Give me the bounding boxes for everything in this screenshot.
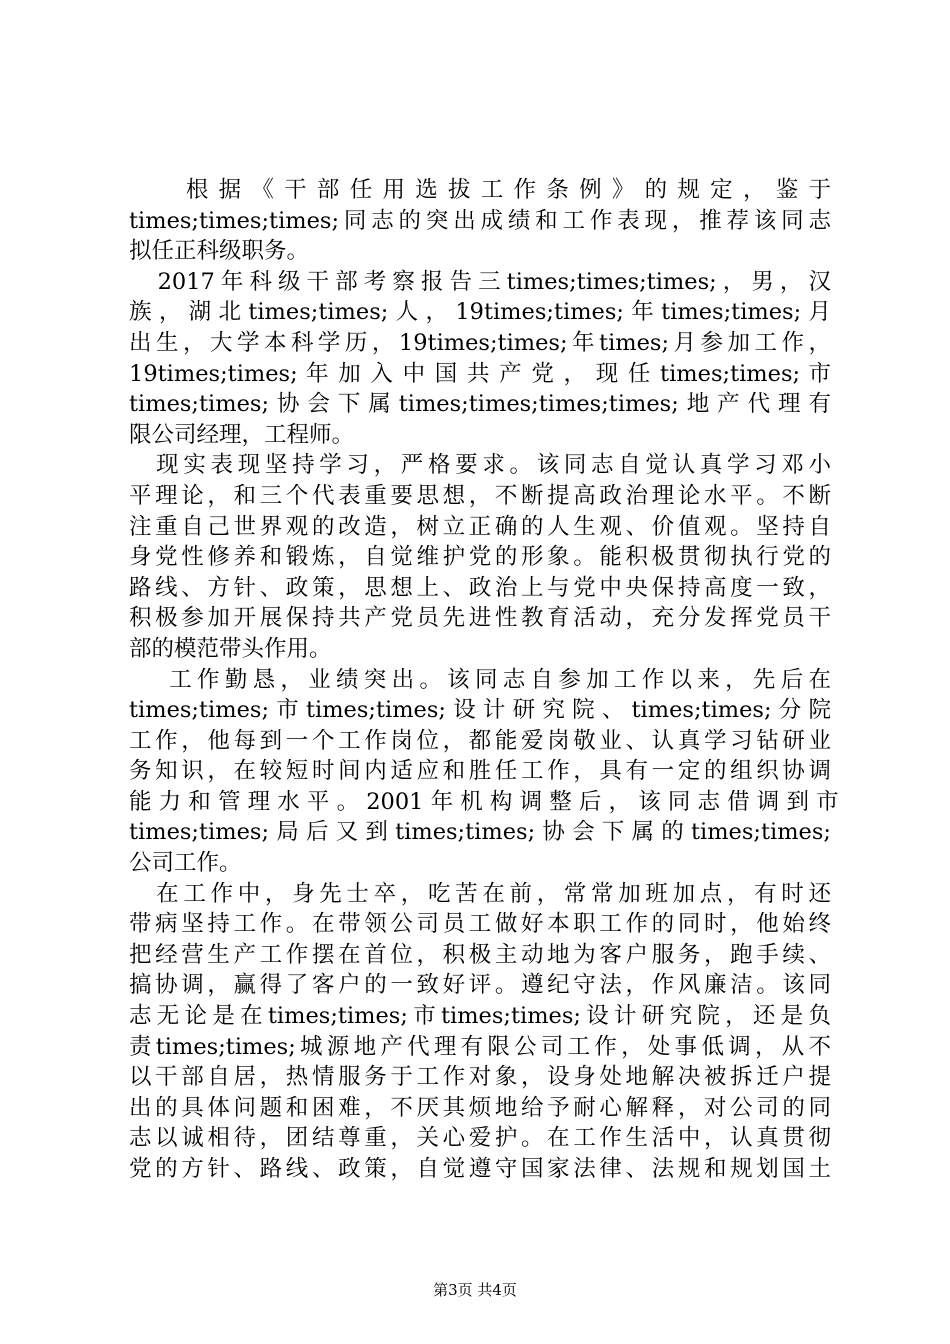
text-line: 根 据 《 干 部 任 用 选 拔 工 作 条 例 》 的 规 定 ， 鉴 于	[129, 177, 831, 203]
text-line: 2017年科级干部考察报告三times;times;times;，男，汉	[129, 268, 831, 295]
text-line: 积极参加开展保持共产党员先进性教育活动，充分发挥党员干	[129, 605, 831, 632]
text-line: times;times;局后又到times;times;协会下属的times;times;	[129, 819, 831, 846]
text-line: 能 力 和 管 理 水 平 。 2001 年 机 构 调 整 后 ， 该 同 志 借 调 到 市	[129, 788, 839, 815]
text-line: 工作勤恳，业绩突出。该同志自参加工作以来，先后在	[129, 666, 831, 693]
text-line: times;times;times;同志的突出成绩和工作表现，推荐该同志	[129, 207, 831, 234]
text-line: 志以诚相待，团结尊重，关心爱护。在工作生活中，认真贯彻	[129, 1125, 831, 1152]
text-line: 身党性修养和锻炼，自觉维护党的形象。能积极贯彻执行党的	[129, 544, 831, 571]
text-line: 带病坚持工作。在带领公司员工做好本职工作的同时，他始终	[129, 911, 831, 938]
text-line: 志无论是在times;times;市times;times;设计研究院，还是负	[129, 1003, 831, 1030]
text-line: 务知识，在较短时间内适应和胜任工作，具有一定的组织协调	[129, 758, 831, 785]
text-line: 平理论，和三个代表重要思想，不断提高政治理论水平。不断	[129, 482, 831, 509]
text-line: 以干部自居，热情服务于工作对象，设身处地解决被拆迁户提	[129, 1064, 831, 1091]
page-footer: 第3页 共4页	[433, 1281, 517, 1299]
text-line: 路线、方针、政策，思想上、政治上与党中央保持高度一致，	[129, 574, 831, 601]
text-line: 拟任正科级职务。	[129, 238, 310, 265]
text-line: 出生，大学本科学历，19times;times;年times;月参加工作，	[129, 329, 831, 356]
text-line: 族，湖北times;times;人，19times;times;年times;times;月	[129, 299, 831, 326]
document-body	[129, 175, 839, 1185]
text-line: times;times;协会下属times;times;times;times;地产代理有	[129, 391, 831, 418]
text-line: 19times;times; 年 加 入 中 国 共 产 党 ， 现 任 times;times; 市	[129, 360, 831, 387]
text-line: 部的模范带头作用。	[129, 635, 332, 662]
text-line: times;times;市times;times;设计研究院、times;times;分院	[129, 697, 831, 724]
text-line: 现实表现坚持学习，严格要求。该同志自觉认真学习邓小	[129, 452, 831, 479]
text-line: 责times;times;城源地产代理有限公司工作，处事低调，从不	[129, 1033, 831, 1060]
text-line: 注重自己世界观的改造，树立正确的人生观、价值观。坚持自	[129, 513, 831, 540]
text-line: 搞协调，赢得了客户的一致好评。遵纪守法，作风廉洁。该同	[129, 972, 831, 999]
text-line: 公司工作。	[129, 850, 242, 877]
text-line: 党的方针、路线、政策，自觉遵守国家法律、法规和规划国土	[129, 1156, 831, 1182]
text-line: 限公司经理，工程师。	[129, 421, 355, 448]
text-line: 工作，他每到一个工作岗位，都能爱岗敬业、认真学习钻研业	[129, 727, 831, 754]
text-line: 把经营生产工作摆在首位，积极主动地为客户服务，跑手续、	[129, 941, 831, 968]
text-line: 出的具体问题和困难，不厌其烦地给予耐心解释，对公司的同	[129, 1094, 831, 1121]
text-line: 在工作中，身先士卒，吃苦在前，常常加班加点，有时还	[129, 880, 831, 907]
